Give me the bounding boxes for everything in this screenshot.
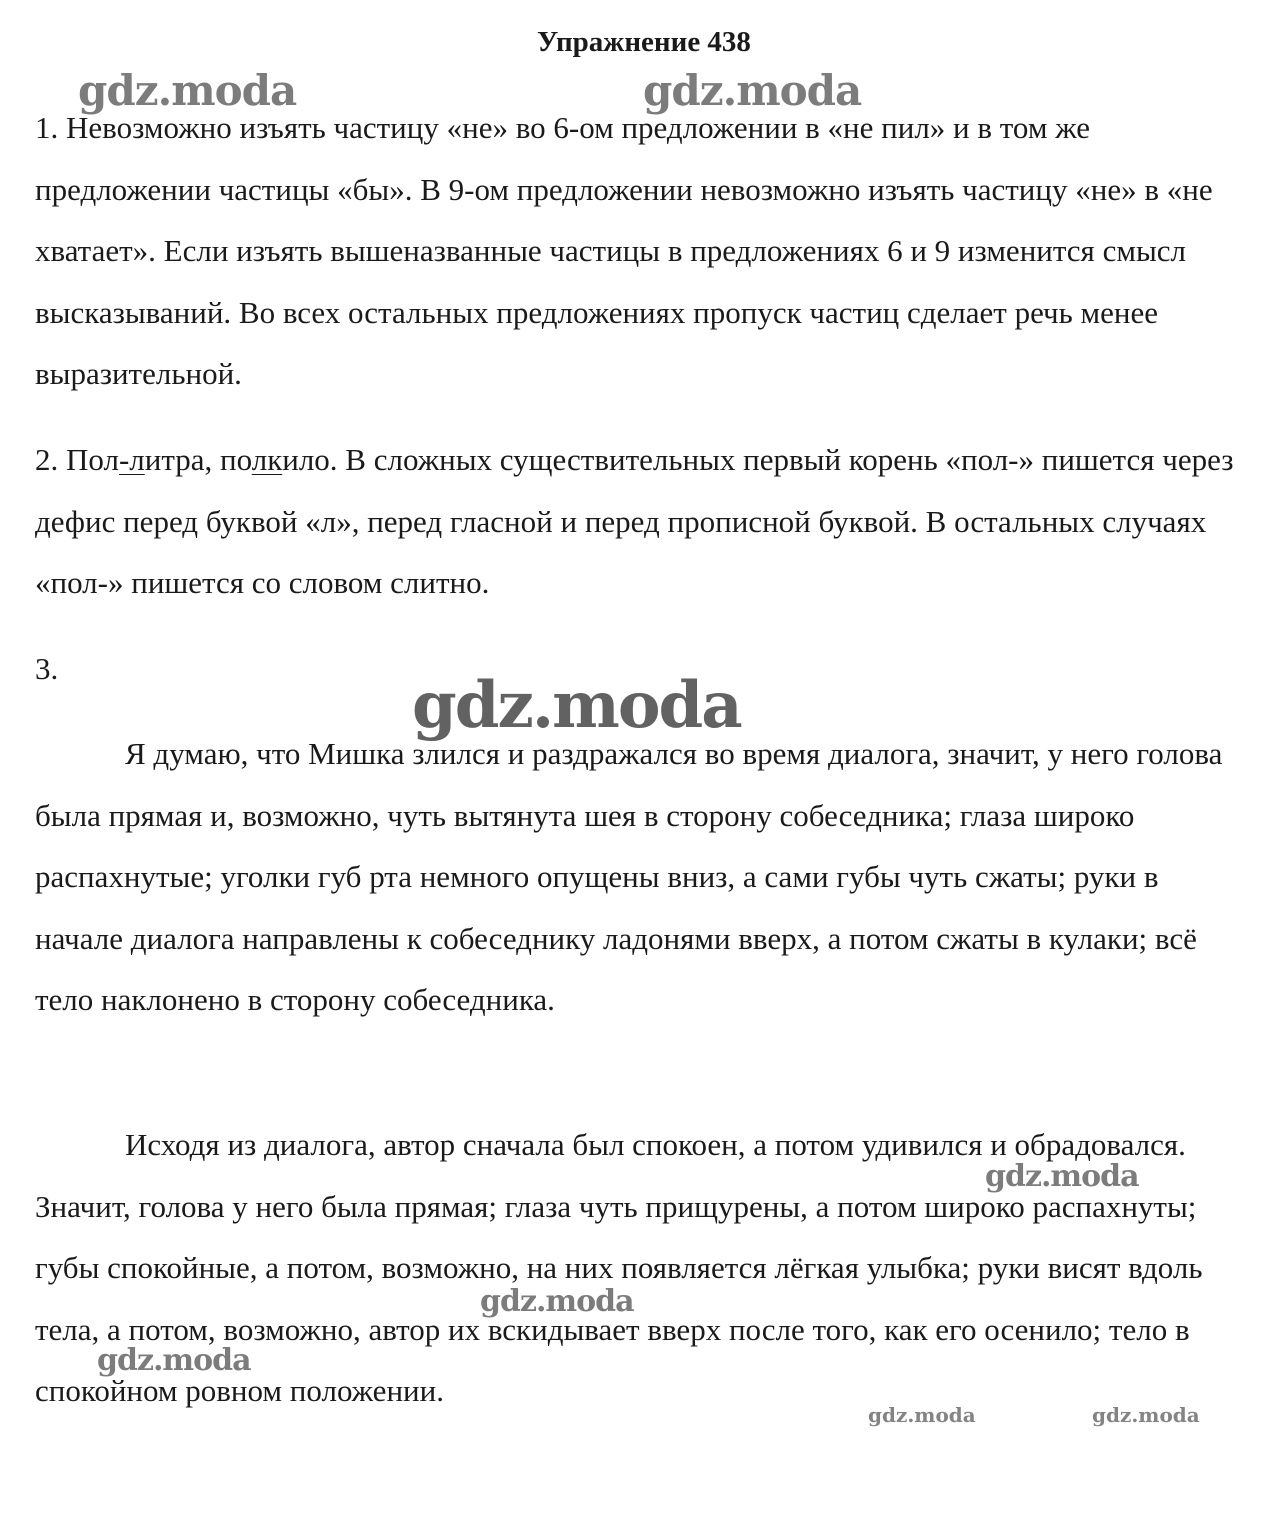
text-run: ило. В сложных существительных первый корень «пол-» пишется через дефис перед буквой «л», перед гласной и перед прописной буквой. В остальных случаях «пол-» пишется со словом слитно. [35,442,1234,600]
text-run: итра, по [144,442,252,477]
watermark-logo: gdz.moda [643,66,862,115]
watermark-logo: gdz.moda [868,1403,976,1427]
watermark-logo: gdz.moda [1092,1403,1200,1427]
watermark-logo: gdz.moda [412,668,741,743]
underlined-hyphen-l: -л [118,442,145,477]
watermark-logo: gdz.moda [78,66,297,115]
watermark-logo: gdz.moda [985,1159,1139,1194]
answer-paragraph-5: Исходя из диалога, автор сначала был спокоен, а потом удивился и обрадовался. Значит, голова у него была прямая; глаза чуть прищурены, а потом широко распахнуты; губы спокойные, а потом, возможно, на них появляется лёгкая улыбка; руки висят вдоль тела, а потом, возможно, автор их вскидывает вверх после того, как его осенило; тело в спокойном ровном положении. [35,1127,1203,1408]
text-run: 2. Пол [35,442,119,477]
answer-paragraph-3-number: 3. [35,651,59,686]
underlined-lk: лк [251,442,283,477]
watermark-logo: gdz.moda [97,1343,251,1378]
answer-paragraph-4: Я думаю, что Мишка злился и раздражался во время диалога, значит, у него голова была прямая и, возможно, чуть вытянута шея в сторону собеседника; глаза широко распахнутые; уголки губ рта немного опущены вниз, а сами губы чуть сжаты; руки в начале диалога направлены к собеседнику ладонями вверх, а потом сжаты в кулаки; всё тело наклонено в сторону собеседника. [35,736,1223,1017]
exercise-title: Упражнение 438 [537,26,751,58]
watermark-logo: gdz.moda [480,1284,634,1319]
answer-paragraph-1: 1. Невозможно изъять частицу «не» во 6-ом предложении в «не пил» и в том же предложении частицы «бы». В 9-ом предложении невозможно изъять частицу «не» в «не хватает». Если изъять вышеназванные частицы в предложениях 6 и 9 изменится смысл высказываний. Во всех остальных предложениях пропуск частиц сделает речь менее выразительной. [35,110,1213,391]
answer-paragraph-2 [35,429,1250,614]
